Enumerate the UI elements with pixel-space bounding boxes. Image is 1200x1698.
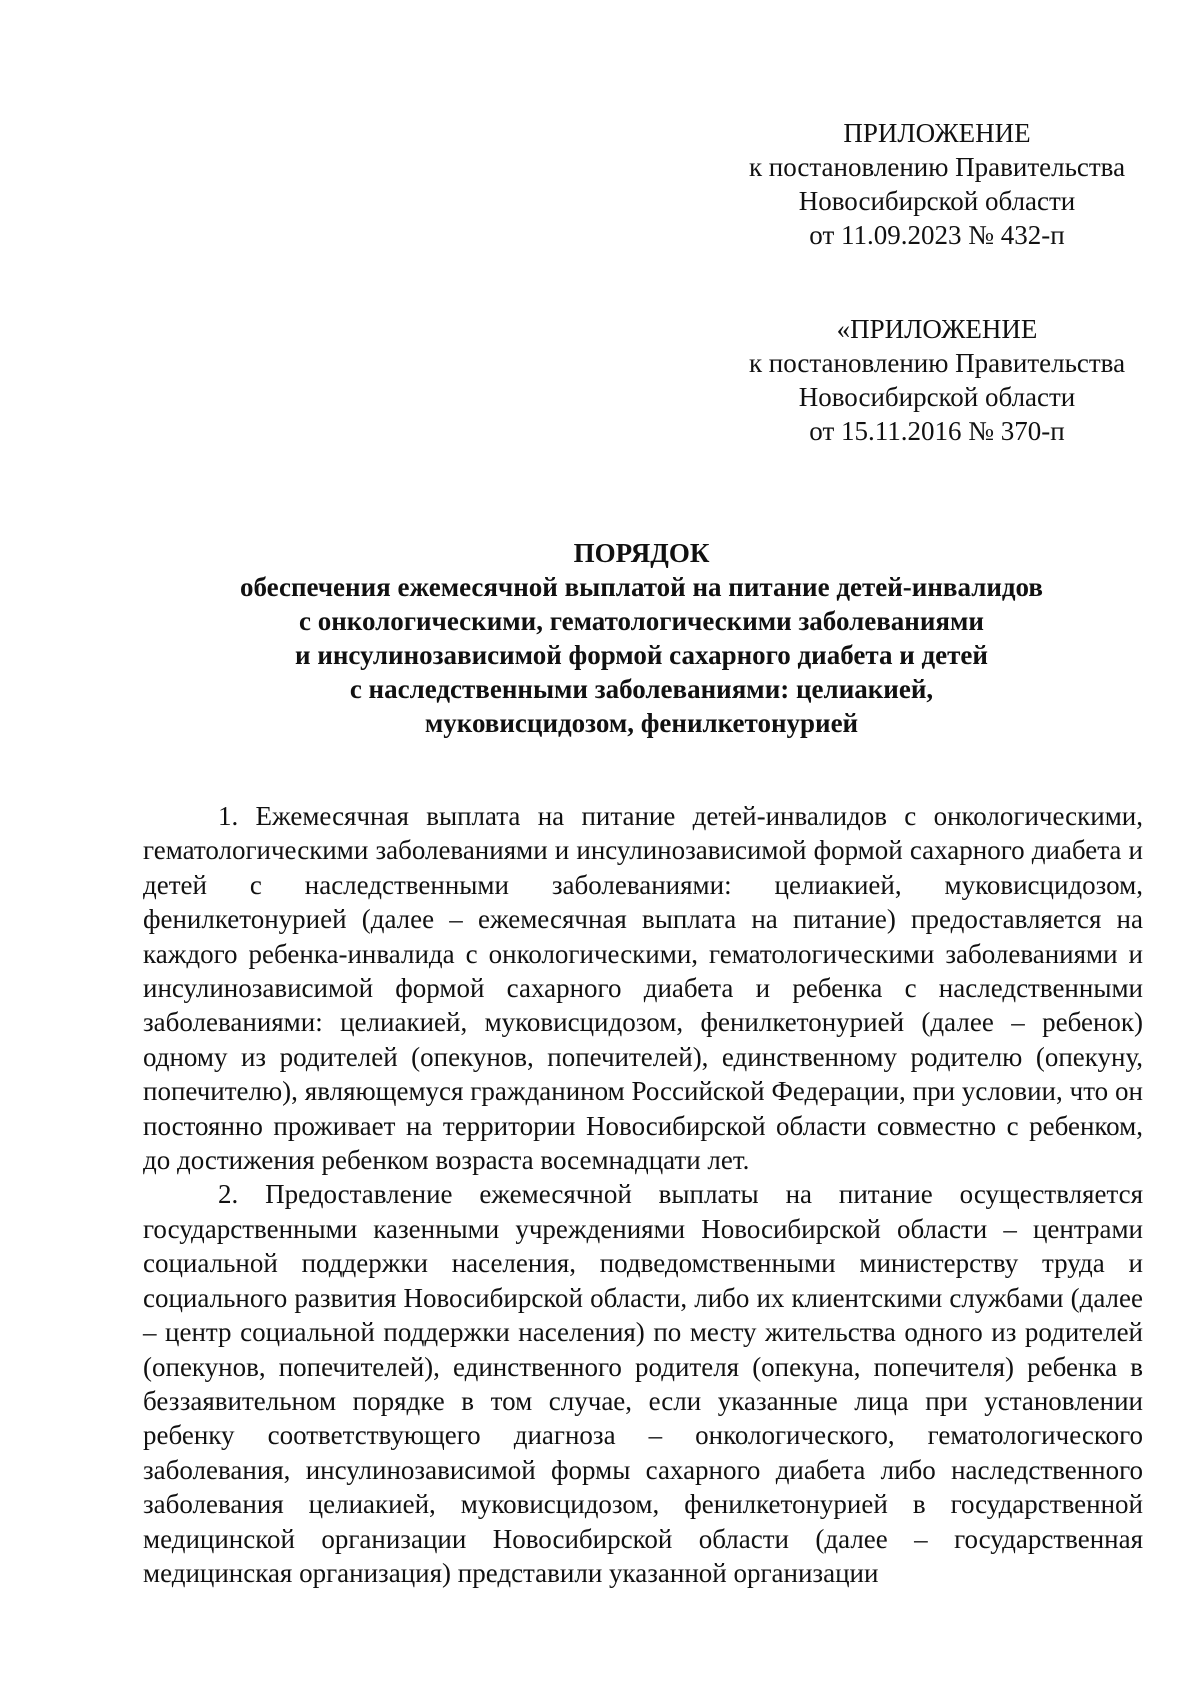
paragraph-2: 2. Предоставление ежемесячной выплаты на питание осуществляется государственными казенными учреждениями Новосибирской области – центрами социальной поддержки населения, подведомственными министерству труда и социального развития Новосибирской области, либо их клиентскими службами (далее – центр социальной поддержки населения) по месту жительства одного из родителей (опекунов, попечителей), единственного родителя (опекуна, попечителя) ребенка в беззаявительном порядке в том случае, если указанные лица при установлении ребенку соответствующего диагноза – онкологического, гематологического заболевания, инсулинозависимой формы сахарного диабета либо наследственного заболевания целиакией, муковисцидозом, фенилкетонурией в государственной медицинской организации Новосибирской области (далее – государственная медицинская организация) представили указанной организации (143, 1179, 1143, 1588)
appendix-title: ПРИЛОЖЕНИЕ (843, 118, 1031, 148)
title-line: и инсулинозависимой формой сахарного диабета и детей (295, 640, 988, 670)
document-title (140, 536, 1143, 740)
document-heading: ПОРЯДОК (573, 538, 710, 568)
appendix-title: «ПРИЛОЖЕНИЕ (836, 314, 1038, 344)
appendix-header-original (727, 312, 1147, 448)
title-line: с онкологическими, гематологическими заболеваниями (299, 606, 984, 636)
appendix-line-resolution: к постановлению Правительства (748, 348, 1126, 378)
appendix-line-region: Новосибирской области (798, 186, 1076, 216)
title-line: с наследственными заболеваниями: целиакией, (349, 674, 934, 704)
paragraph-1: 1. Ежемесячная выплата на питание детей-инвалидов с онкологическими, гематологическими заболеваниями и инсулинозависимой формой сахарного диабета и детей с наследственными заболеваниями: целиакией, муковисцидозом, фенилкетонурией (далее – ежемесячная выплата на питание) предоставляется на каждого ребенка-инвалида с онкологическими, гематологическими заболеваниями и инсулинозависимой формой сахарного диабета и ребенка с наследственными заболеваниями: целиакией, муковисцидозом, фенилкетонурией (далее – ребенок) одному из родителей (опекунов, попечителей), единственному родителю (опекуну, попечителю), являющемуся гражданином Российской Федерации, при условии, что он постоянно проживает на территории Новосибирской области совместно с ребенком, до достижения ребенком возраста восемнадцати лет. (143, 801, 1143, 1176)
title-line: муковисцидозом, фенилкетонурией (424, 708, 859, 738)
title-line: обеспечения ежемесячной выплатой на питание детей-инвалидов (240, 572, 1043, 602)
appendix-header-current (727, 116, 1147, 252)
appendix-date-number: от 15.11.2016 № 370-п (809, 416, 1065, 446)
appendix-line-resolution: к постановлению Правительства (748, 152, 1126, 182)
appendix-line-region: Новосибирской области (798, 382, 1076, 412)
document-body (143, 799, 1143, 1590)
appendix-date-number: от 11.09.2023 № 432-п (809, 220, 1065, 250)
